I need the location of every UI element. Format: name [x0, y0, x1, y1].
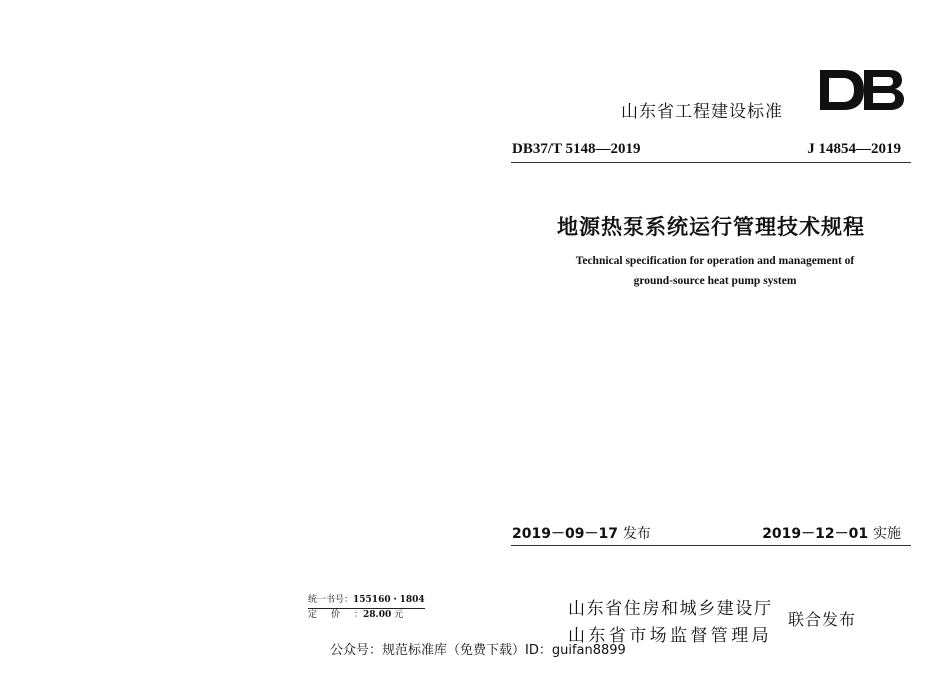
issue-date-label: 发布	[622, 526, 651, 542]
title-english-line2: ground-source heat pump system	[633, 275, 797, 287]
price	[308, 609, 425, 622]
title-english	[540, 251, 890, 291]
issue-date-value: 2019－09－17	[512, 526, 618, 542]
publisher-housing-dept: 山东省住房和城乡建设厅	[568, 599, 773, 619]
title-english-line1: Technical specification for operation and management of	[575, 255, 855, 267]
footer-divider	[511, 545, 911, 546]
publisher-market-bureau: 山东省市场监督管理局	[568, 626, 772, 646]
price-label: 定价	[308, 610, 355, 620]
issue-date	[512, 523, 651, 543]
standard-type: 山东省工程建设标准	[621, 102, 783, 122]
header-divider	[511, 162, 911, 163]
unified-book-number-label: 统一书号：	[308, 595, 354, 605]
implement-date-value: 2019－12－01	[762, 526, 869, 542]
db-logo	[818, 66, 904, 114]
standard-number: DB37/T 5148—2019	[512, 141, 641, 157]
unified-book-number	[308, 594, 425, 609]
price-value: 28.00	[363, 610, 392, 620]
record-number: J 14854—2019	[807, 141, 901, 157]
price-unit: 元	[394, 610, 404, 620]
implement-date-label: 实施	[873, 526, 901, 542]
price-colon: ：	[354, 610, 364, 620]
title-chinese: 地源热泵系统运行管理技术规程	[557, 214, 865, 239]
implement-date	[762, 523, 901, 543]
joint-publish-label: 联合发布	[788, 610, 857, 629]
watermark-text: 公众号：规范标准库（免费下载）ID：guifan8899	[330, 643, 626, 658]
book-info	[308, 594, 425, 622]
unified-book-number-value: 155160・1804	[353, 595, 425, 605]
